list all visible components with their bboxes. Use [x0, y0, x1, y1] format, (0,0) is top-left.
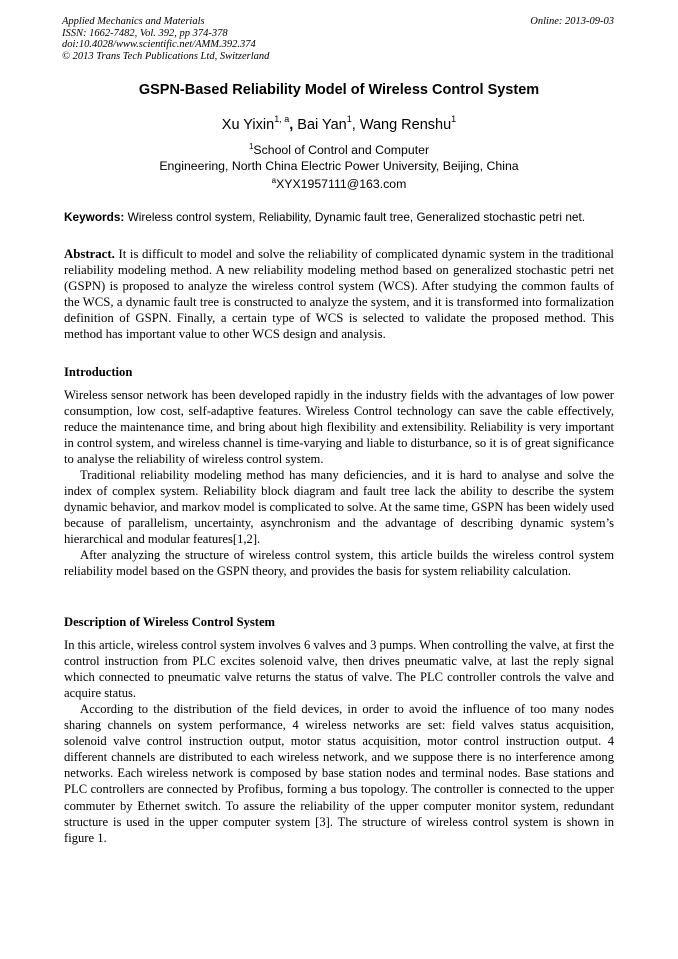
email-address: XYX1957111@163.com: [276, 177, 407, 192]
issn-line: ISSN: 1662-7482, Vol. 392, pp 374-378: [62, 27, 228, 39]
affiliation-line-1: School of Control and Computer: [253, 143, 430, 158]
introduction-paragraph-1: Wireless sensor network has been developed rapidly in the industry fields with the advantages of low power consumption, low cost, self-adaptive features. Wireless Control technology can save the cable effectively, reduce the maintenance time, and bring about high flexibility and extensibility. Reliability is very important in control system, and wireless channel is time-varying and liable to disturbance, so it is of great significance to analyse the reliability of wireless control system.: [64, 388, 614, 467]
author-name: Xu Yixin: [221, 116, 275, 133]
copyright-line: © 2013 Trans Tech Publications Ltd, Switzerland: [62, 50, 270, 62]
keywords-text: Wireless control system, Reliability, Dynamic fault tree, Generalized stochastic petri net.: [124, 210, 585, 224]
journal-name: Applied Mechanics and Materials: [62, 16, 205, 27]
doi-line: doi:10.4028/www.scientific.net/AMM.392.374: [62, 39, 256, 51]
introduction-paragraph-2: Traditional reliability modeling method has many deficiencies, and it is hard to analyse and solve the index of complex system. Reliability block diagram and fault tree lack the ability to describe the system dynamic behavior, and markov model is complicated to solve. At the same time, GSPN has been widely used because of parallelism, uncertainty, asynchronism and the advantage of describing dynamic system’s hierarchical and modular features[1,2].: [64, 468, 615, 547]
section-heading-introduction: Introduction: [64, 365, 133, 379]
publication-header: [62, 16, 269, 62]
email-mark: a: [271, 176, 277, 185]
author-separator: ,: [351, 116, 360, 133]
online-date: Online: 2013-09-03: [530, 16, 614, 27]
abstract-text: It is difficult to model and solve the reliability of complicated dynamic system in the traditional reliability modeling method. A new reliability modeling method based on generalized stochastic petri net (GSPN) is proposed to analyze the wireless control system (WCS). After studying the common faults of the WCS, a dynamic fault tree is constructed to analyze the system, and it is transformed into formalization definition of GSPN. Finally, a certain type of WCS is selected to validate the proposed method. This method has important value to other WCS design and analysis.: [64, 247, 614, 342]
author-affiliation-mark: 1: [451, 114, 457, 124]
author-email: [0, 176, 678, 191]
introduction-paragraph-3: After analyzing the structure of wireless control system, this article builds the wireless control system reliability model based on the GSPN theory, and provides the basis for system reliability calculation.: [64, 548, 614, 579]
abstract: [64, 246, 614, 343]
author-list: [0, 115, 678, 133]
author-affiliation-mark: 1, a: [274, 114, 290, 124]
author-name: Bai Yan: [297, 116, 347, 133]
affiliation-line-2: Engineering, North China Electric Power University, Beijing, China: [159, 158, 519, 173]
wcs-paragraph-2: According to the distribution of the field devices, in order to avoid the influence of too many nodes sharing channels on system performance, 4 wireless networks are set: field valves status acquisition, solenoid valve control instruction output, motor status acquisition, motor control instruction output. 4 different channels are distributed to each wireless network, and we suppose there is no interference among networks. Each wireless network is composed by base station nodes and terminal nodes. Base stations and PLC controllers are connected by Profibus, forming a bus topology. The controller is connected to the upper commuter by Ethernet switch. To assure the reliability of the upper computer monitor system, redundant structure is used in the upper computer system [3]. The structure of wireless control system is shown in figure 1.: [64, 702, 614, 845]
keywords-label: Keywords:: [64, 210, 125, 224]
author-name: Wang Renshu: [359, 116, 452, 133]
affiliation: [0, 139, 678, 174]
wcs-paragraph-1: In this article, wireless control system involves 6 valves and 3 pumps. When controlling the valve, at first the control instruction from PLC excites solenoid valve, then drives pneumatic valve, at last the reply signal which connected to pneumatic valve returns the status of valve. The PLC controller controls the valve and acquire status.: [64, 638, 614, 701]
keywords: [64, 210, 624, 224]
paper-title: GSPN-Based Reliability Model of Wireless Control System: [138, 82, 540, 98]
author-separator: ,: [289, 116, 298, 133]
section-heading-wireless-control-system: Description of Wireless Control System: [64, 615, 276, 629]
abstract-label: Abstract.: [64, 247, 115, 261]
author-affiliation-mark: 1: [346, 114, 352, 124]
affiliation-mark: 1: [248, 142, 254, 151]
